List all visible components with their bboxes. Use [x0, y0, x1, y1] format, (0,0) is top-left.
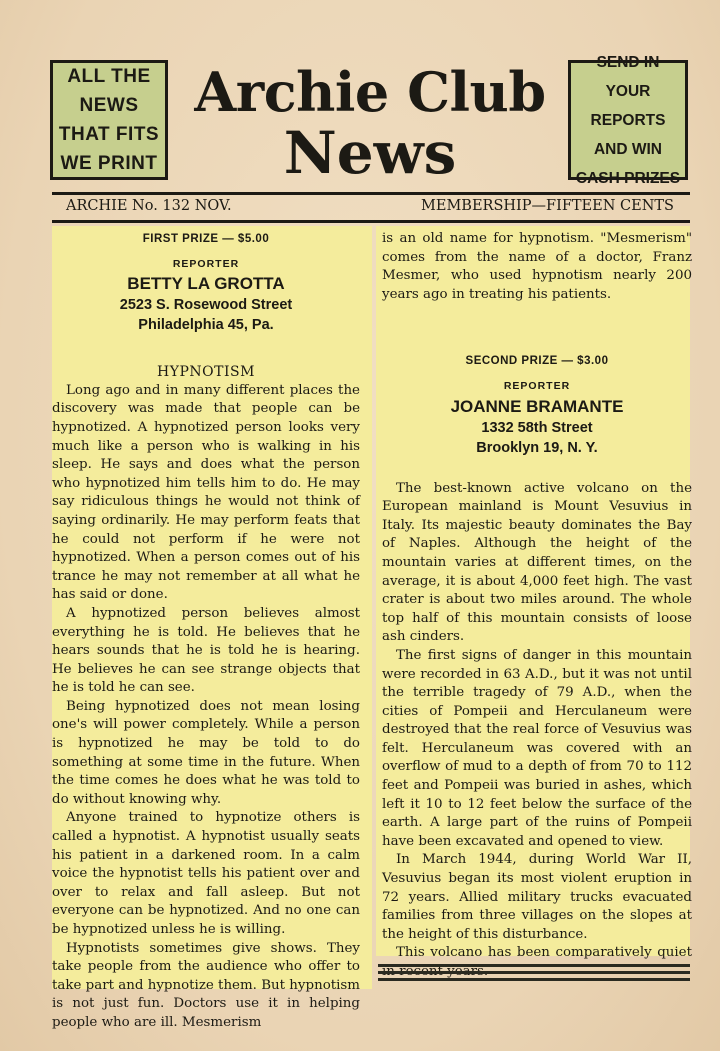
prize-promo-box [568, 53, 688, 187]
article-paragraph: This volcano has been comparatively quiet [396, 945, 692, 961]
issue-number: ARCHIE No. 132 NOV. [66, 198, 232, 214]
reporter-address-city: Philadelphia 45, Pa. [138, 317, 274, 334]
article-paragraph: The first signs of danger in this mountain were recorded in 63 A.D., but it was not until the terrible tragedy of 79 A.D., when the cities of Pompeii and Herculaneum were destroyed that the real force of Vesuvius was felt. Herculaneum was covered with an overflow of mud to a depth of from 70 to 112 feet and Pompeii was buried in ashes, which left it 10 to 12 feet below the surface of the earth. A large part of the ruins of Pompeii have been excavated and opened to view. [382, 647, 692, 849]
reporter-address-city: Brooklyn 19, N. Y. [476, 439, 598, 456]
article-paragraph: Anyone trained to hypnotize others is called a hypnotist. A hypnotist usually seats his patient in a darkened room. In a calm voice the hypnotist tells his patient over and over to relax and fall asleep. But not everyone can be hypnotized. And no one can be hypnotized unless he is willing. [52, 810, 360, 937]
article-paragraph: Long ago and in many different places the discovery was made that people can be hypnotized. A hypnotized person looks very much like a person who is walking in his sleep. He says and does what the person who hypnotized him tells him to do. He may say ridiculous things he would not think of saying ordinarily. He may perform feats that he could not perform if he were not hypnotized. When a person comes out of his trance he may not remember at all what he has said or done. [52, 382, 360, 603]
masthead-subtitle: News [283, 119, 457, 187]
promo-line: YOUR REPORTS [590, 82, 666, 129]
reporter-address-street: 2523 S. Rosewood Street [119, 297, 293, 314]
reporter-address-street: 1332 58th Street [481, 419, 593, 436]
reporter-name: BETTY LA GROTTA [127, 274, 285, 294]
slogan-line: NEWS [79, 95, 139, 116]
article-paragraph: Hypnotists sometimes give shows. They take people from the audience who offer to take part and hypnotize them. But hypnotism is not just fun. Doctors use it in helping people who are ill. Mesmerism [52, 940, 360, 1030]
first-prize-label: FIRST PRIZE — $5.00 [142, 233, 270, 245]
reporter-label: REPORTER [172, 257, 240, 270]
promo-line: AND WIN [593, 140, 663, 158]
slogan-line: THAT FITS [58, 124, 160, 145]
closing-rules [378, 964, 690, 985]
issue-line [52, 198, 690, 220]
article-paragraph: Being hypnotized does not mean losing one's will power completely. While a person is hypnotized he may be told to do something at some time in the future. When the time comes he does what he was told to do without knowing why. [52, 698, 360, 807]
first-prize-column [52, 230, 360, 1033]
promo-line: SEND IN [596, 53, 660, 71]
article-paragraph: A hypnotized person believes almost everything he is told. He believes that he hears sounds that he is told he is hearing. He believes he can see strange objects that he is told he can see. [52, 605, 360, 696]
slogan-box [50, 60, 168, 180]
slogan-line: ALL THE [67, 66, 151, 87]
article-continuation: is an old name for hypnotism. "Mesmerism" comes from the name of a doctor, Franz Mesmer, who used hypnotism nearly 200 years ago in treating his patients. [382, 231, 692, 302]
masthead-title: Archie Club [194, 60, 546, 124]
masthead-rule [52, 192, 690, 195]
reporter-label: REPORTER [503, 379, 571, 392]
article-paragraph: The best-known active volcano on the European mainland is Mount Vesuvius in Italy. Its majestic beauty dominates the Bay of Naples. Although the height of the mountain varies at different times, on the average, it is about 4,000 feet high. The vast crater is about two miles around. The whole top half of this mountain consists of loose ash cinders. [382, 480, 692, 645]
reporter-name: JOANNE BRAMANTE [450, 396, 624, 416]
promo-line: CASH PRIZES [575, 169, 681, 187]
article-paragraph: In March 1944, during World War II, Vesuvius began its most violent eruption in 72 years. Allied military trucks evacuated families from three villages on the slopes at the height of this disturbance. [382, 852, 692, 942]
membership-price: MEMBERSHIP—FIFTEEN CENTS [421, 198, 674, 214]
issue-rule [52, 220, 690, 223]
slogan-line: WE PRINT [60, 153, 158, 174]
second-prize-column [382, 230, 692, 982]
second-prize-label: SECOND PRIZE — $3.00 [465, 355, 609, 368]
article-title: HYPNOTISM [157, 364, 255, 381]
